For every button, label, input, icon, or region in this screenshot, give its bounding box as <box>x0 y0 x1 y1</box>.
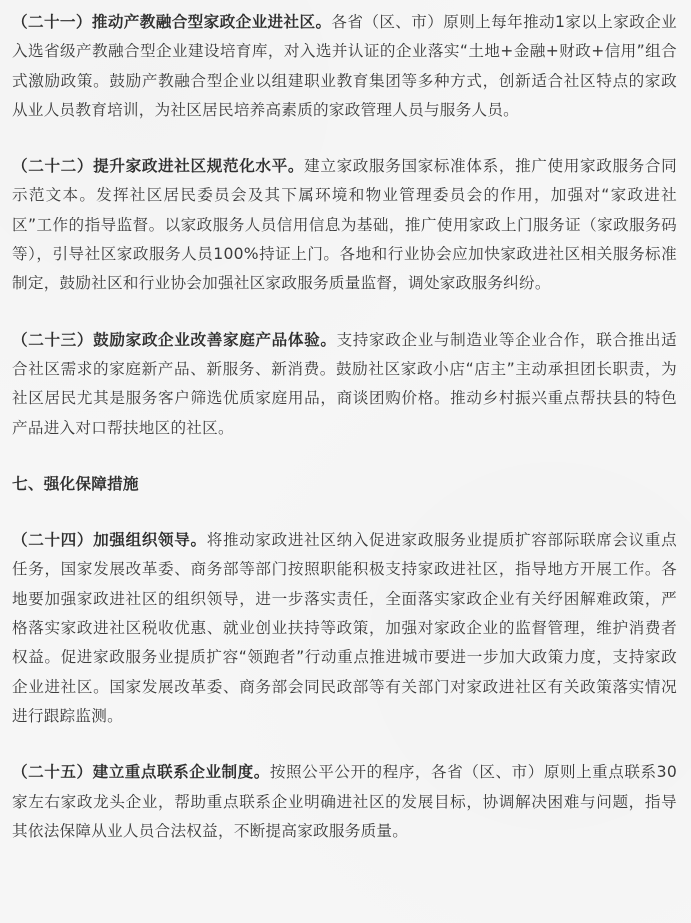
paragraph-24 <box>12 526 677 731</box>
paragraph-25-heading: （二十五）建立重点联系企业制度。 <box>12 763 270 782</box>
section-title: 七、强化保障措施 <box>12 474 139 493</box>
paragraph-spacer <box>12 731 677 758</box>
paragraph-23-heading: （二十三）鼓励家政企业改善家庭产品体验。 <box>12 330 337 349</box>
paragraph-25-body: 按照公平公开的程序，各省（区、市）原则上重点联系30家左右家政龙头企业，帮助重点联系企业明确进社区的发展目标，协调解决困难与问题，指导其依法保障从业人员合法权益，不断提高家政服务质量。 <box>12 763 677 840</box>
paragraph-23-body: 支持家政企业与制造业等企业合作，联合推出适合社区需求的家庭新产品、新服务、新消费。鼓励社区家政小店“店主”主动承担团长职责，为社区居民尤其是服务客户筛选优质家庭用品，商谈团购价格。推动乡村振兴重点帮扶县的特色产品进入对口帮扶地区的社区。 <box>12 330 677 437</box>
paragraph-spacer <box>12 299 677 326</box>
paragraph-23 <box>12 326 677 443</box>
paragraph-24-heading: （二十四）加强组织领导。 <box>12 531 207 550</box>
paragraph-22-body: 建立家政服务国家标准体系，推广使用家政服务合同示范文本。发挥社区居民委员会及其下属环境和物业管理委员会的作用，加强对“家政进社区”工作的指导监督。以家政服务人员信用信息为基础，推广使用家政上门服务证（家政服务码等），引导社区家政服务人员100%持证上门。各地和行业协会应加快家政进社区相关服务标准制定，鼓励社区和行业协会加强社区家政服务质量监督，调处家政服务纠纷。 <box>12 157 677 293</box>
paragraph-21-body: 各省（区、市）原则上每年推动1家以上家政企业入选省级产教融合型企业建设培育库，对入选并认证的企业落实“土地+金融+财政+信用”组合式激励政策。鼓励产教融合型企业以组建职业教育集团等多种方式，创新适合社区特点的家政从业人员教育培训，为社区居民培养高素质的家政管理人员与服务人员。 <box>12 13 677 119</box>
paragraph-21-heading: （二十一）推动产教融合型家政企业进社区。 <box>12 13 332 31</box>
paragraph-spacer <box>12 499 677 526</box>
paragraph-spacer <box>12 443 677 470</box>
paragraph-21 <box>12 8 677 125</box>
paragraph-24-body: 将推动家政进社区纳入促进家政服务业提质扩容部际联席会议重点任务，国家发展改革委、商务部等部门按照职能积极支持家政进社区，指导地方开展工作。各地要加强家政进社区的组织领导，进一步落实责任，全面落实家政企业有关纾困解难政策，严格落实家政进社区税收优惠、就业创业扶持等政策，加强对家政企业的监督管理，维护消费者权益。促进家政服务业提质扩容“领跑者”行动重点推进城市要进一步加大政策力度，支持家政企业进社区。国家发展改革委、商务部会同民政部等有关部门对家政进社区有关政策落实情况进行跟踪监测。 <box>12 531 677 725</box>
paragraph-25 <box>12 758 677 846</box>
paragraph-22 <box>12 152 677 298</box>
paragraph-22-heading: （二十二）提升家政进社区规范化水平。 <box>12 157 305 176</box>
paragraph-spacer <box>12 125 677 152</box>
